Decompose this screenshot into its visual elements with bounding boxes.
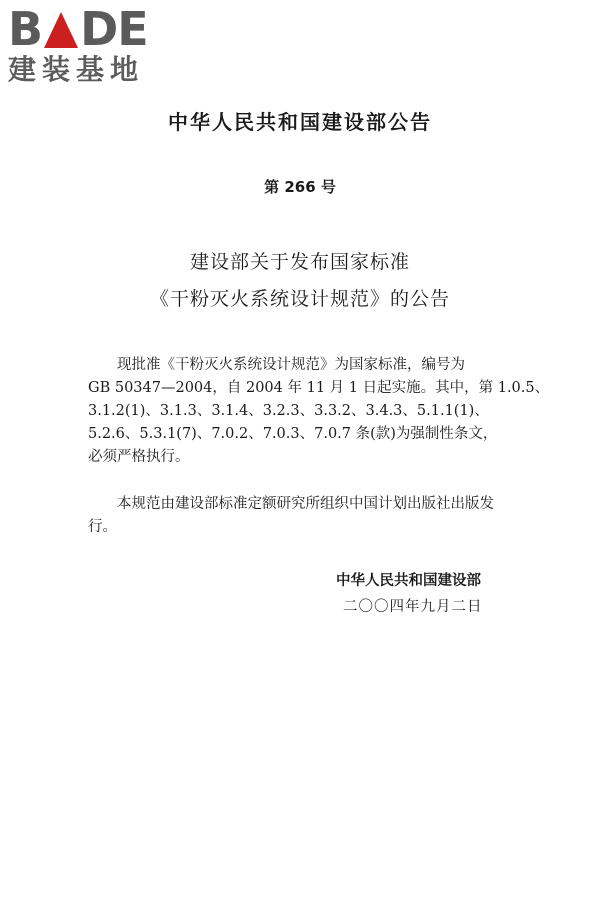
document-title: 中华人民共和国建设部公告 [168,110,432,134]
announcement-subtitle-line-2: 《干粉灭火系统设计规范》的公告 [149,288,450,310]
body-paragraph-1 [88,354,548,469]
logo-letters-de: DE [80,2,148,56]
announcement-number: 第 266 号 [264,178,336,196]
paragraph-line: 行。 [88,519,117,535]
issuer-signature: 中华人民共和国建设部 [336,573,481,589]
paragraph-line: 3.1.2(1)、3.1.3、3.1.4、3.2.3、3.3.2、3.4.3、5.1.1(1)、 [88,403,489,419]
logo-subtitle: 建装基地 [8,53,145,86]
logo-triangle-icon [44,12,78,48]
body-paragraph-2 [88,493,548,539]
issue-date: 二〇〇四年九月二日 [343,599,483,615]
paragraph-line: 现批准《干粉灭火系统设计规范》为国家标准，编号为 [88,357,465,373]
paragraph-line: 必须严格执行。 [88,449,190,465]
logo-wordmark [8,2,178,56]
announcement-subtitle-line-1: 建设部关于发布国家标准 [189,251,410,273]
paragraph-line: GB 50347—2004，自 2004 年 11 月 1 日起实施。其中，第 1.0.5、 [88,380,550,396]
paragraph-line: 5.2.6、5.3.1(7)、7.0.2、7.0.3、7.0.7 条(款)为强制性条文， [88,426,498,442]
logo-letter-b: B [8,2,43,56]
bade-logo [8,4,178,94]
paragraph-line: 本规范由建设部标准定额研究所组织中国计划出版社出版发 [88,496,494,512]
